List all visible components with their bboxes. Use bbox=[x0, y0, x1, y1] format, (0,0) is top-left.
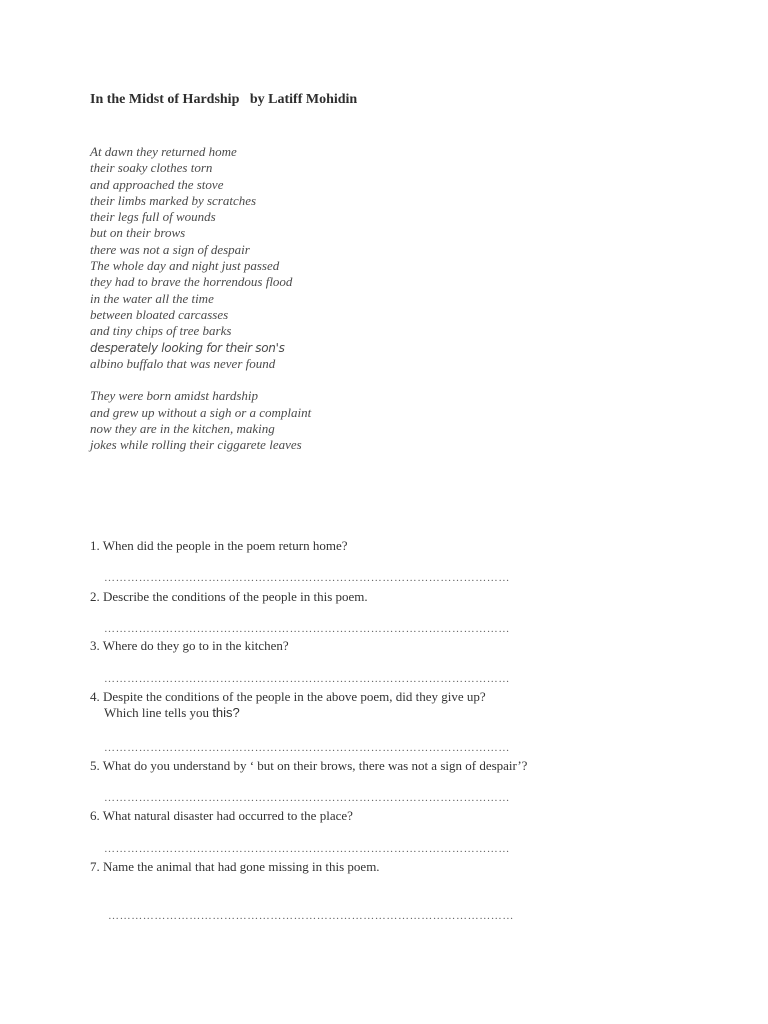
poem-line: jokes while rolling their ciggarete leaves bbox=[90, 437, 302, 453]
question-5: 5. What do you understand by ‘ but on their brows, there was not a sign of despair’? bbox=[90, 758, 528, 773]
answer-line-2[interactable]: …………………………………………………………………………………………… bbox=[104, 623, 510, 635]
poem-line: At dawn they returned home bbox=[90, 144, 237, 159]
question-4-subline bbox=[90, 705, 486, 721]
poem-line: there was not a sign of despair bbox=[90, 241, 250, 257]
question-4 bbox=[90, 689, 486, 721]
poem-line: their soaky clothes torn bbox=[90, 160, 213, 176]
poem-line: They were born amidst hardship bbox=[90, 388, 259, 404]
poem-line: and approached the stove bbox=[90, 176, 224, 192]
answer-line-1[interactable]: …………………………………………………………………………………………… bbox=[104, 572, 510, 584]
poem-stanza-1 bbox=[90, 144, 311, 372]
poem-line: The whole day and night just passed bbox=[90, 258, 280, 274]
answer-line-7[interactable]: …………………………………………………………………………………………… bbox=[108, 910, 514, 922]
answer-line-6[interactable]: …………………………………………………………………………………………… bbox=[104, 843, 510, 855]
poem-line: desperately looking for their son's bbox=[90, 340, 285, 355]
poem-line: between bloated carcasses bbox=[90, 306, 229, 322]
answer-line-4[interactable]: …………………………………………………………………………………………… bbox=[104, 742, 510, 754]
question-4-line2: Which line tells you bbox=[104, 705, 213, 720]
question-3: 3. Where do they go to in the kitchen? bbox=[90, 638, 289, 653]
poem-line: and tiny chips of tree barks bbox=[90, 323, 232, 339]
worksheet-title: In the Midst of Hardship by Latiff Mohidin bbox=[90, 92, 358, 107]
poem-line: but on their brows bbox=[90, 225, 186, 241]
poem-line: in the water all the time bbox=[90, 290, 214, 306]
question-7: 7. Name the animal that had gone missing in this poem. bbox=[90, 859, 380, 874]
answer-line-5[interactable]: …………………………………………………………………………………………… bbox=[104, 792, 510, 804]
question-6: 6. What natural disaster had occurred to the place? bbox=[90, 808, 353, 823]
poem bbox=[90, 144, 311, 470]
poem-line: their legs full of wounds bbox=[90, 209, 216, 225]
question-2: 2. Describe the conditions of the people in this poem. bbox=[90, 589, 368, 604]
question-4-line2-end: this? bbox=[212, 705, 240, 720]
poem-line: their limbs marked by scratches bbox=[90, 192, 257, 208]
question-1: 1. When did the people in the poem return home? bbox=[90, 538, 348, 553]
poem-line: and grew up without a sigh or a complaint bbox=[90, 404, 312, 420]
poem-line: albino buffalo that was never found bbox=[90, 355, 276, 371]
poem-line: now they are in the kitchen, making bbox=[90, 421, 275, 437]
poem-stanza-2 bbox=[90, 388, 311, 453]
poem-line: they had to brave the horrendous flood bbox=[90, 274, 293, 290]
question-4-text: 4. Despite the conditions of the people in the above poem, did they give up? bbox=[90, 689, 486, 704]
answer-line-3[interactable]: …………………………………………………………………………………………… bbox=[104, 673, 510, 685]
